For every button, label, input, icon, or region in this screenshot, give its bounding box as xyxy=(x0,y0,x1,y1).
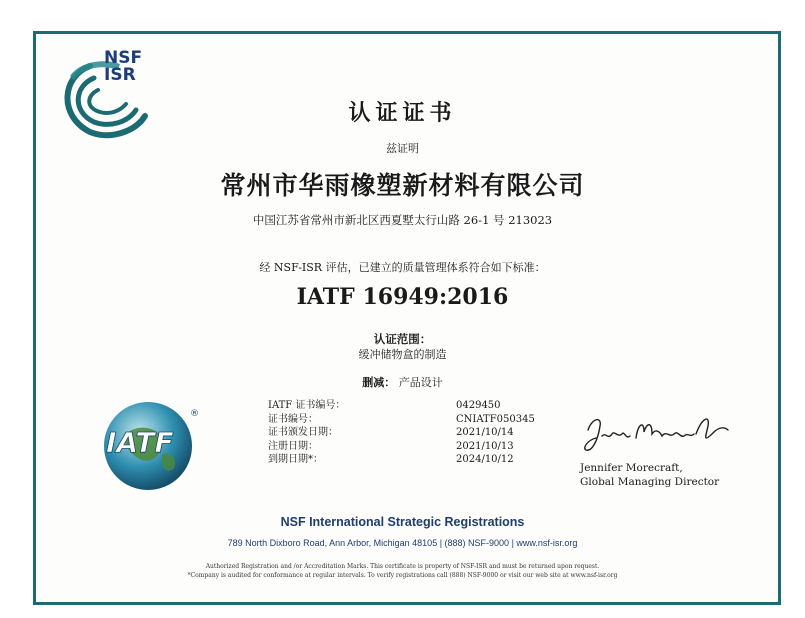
detail-value: 2024/10/12 xyxy=(456,454,514,465)
registered-mark: ® xyxy=(190,409,199,419)
detail-value: 2021/10/13 xyxy=(456,440,514,452)
detail-label: IATF 证书编号： xyxy=(268,400,346,411)
nsf-wordmark: NSF ISR xyxy=(104,48,143,85)
exclusion-label: 删减： xyxy=(362,376,396,389)
detail-label: 到期日期*： xyxy=(268,454,323,465)
iatf-logo-text: IATF xyxy=(106,426,174,459)
detail-label: 证书编号： xyxy=(268,413,318,425)
detail-row xyxy=(268,399,566,413)
exclusion-line xyxy=(0,374,805,390)
detail-row xyxy=(268,453,566,467)
iatf-logo xyxy=(96,394,206,494)
detail-value: CNIATF050345 xyxy=(456,413,535,425)
fine-print-1: Authorized Registration and /or Accreditation Marks. This certificate is property of NSF-ISR and must be returned upon request. xyxy=(205,563,600,570)
attest-text: 兹证明 xyxy=(386,142,419,155)
signer-block xyxy=(580,461,719,489)
exclusion-value: 产品设计 xyxy=(398,376,443,389)
company-address: 中国江苏省常州市新北区西夏墅太行山路 26-1 号 213023 xyxy=(252,213,553,227)
detail-label: 注册日期： xyxy=(268,440,318,452)
scope-label: 认证范围： xyxy=(373,332,432,346)
footer-organization: NSF International Strategic Registrations xyxy=(280,515,525,529)
signer-title: Global Managing Director xyxy=(580,476,720,488)
signature xyxy=(578,410,738,460)
conformance-statement: 经 NSF-ISR 评估，已建立的质量管理体系符合如下标准： xyxy=(259,261,546,274)
fine-print-2: *Company is audited for conformance at regular intervals. To verify registrations call (888) NSF-9000 or visit our web site at www.nsf-isr.org xyxy=(187,572,618,579)
standard-name: IATF 16949:2016 xyxy=(296,284,509,310)
company-name: 常州市华雨橡塑新材料有限公司 xyxy=(220,171,585,200)
signer-name: Jennifer Morecraft, xyxy=(580,462,683,474)
certificate-details xyxy=(268,399,566,467)
footer-address: 789 North Dixboro Road, Ann Arbor, Michigan 48105 | (888) NSF-9000 | www.nsf-isr.org xyxy=(227,538,578,548)
scope-value: 缓冲储物盒的制造 xyxy=(358,348,447,361)
detail-value: 2021/10/14 xyxy=(456,427,514,438)
certificate-title: 认证证书 xyxy=(348,100,457,126)
detail-label: 证书颁发日期： xyxy=(268,427,338,438)
detail-row xyxy=(268,413,566,427)
detail-row xyxy=(268,440,566,454)
detail-row xyxy=(268,426,566,440)
detail-value: 0429450 xyxy=(456,400,501,411)
